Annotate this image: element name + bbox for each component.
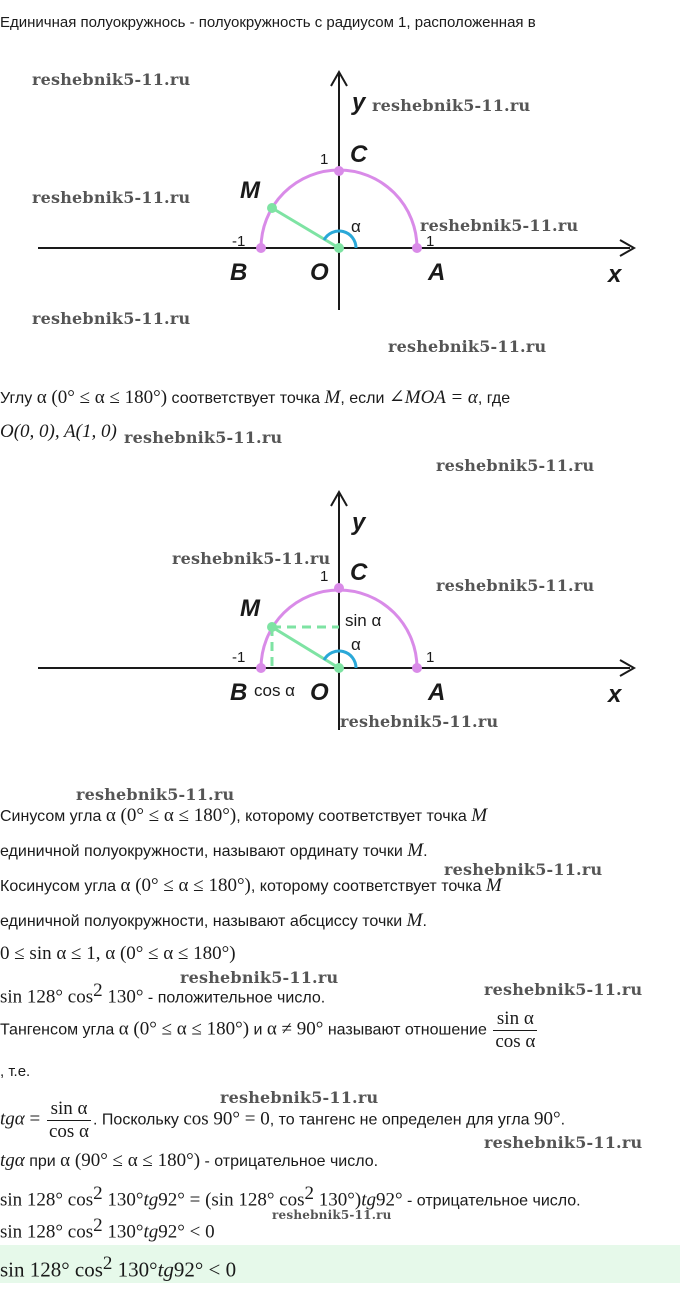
watermark: reshebnik5-11.ru [388, 337, 547, 356]
tick-one-top: 1 [320, 151, 329, 168]
watermark: reshebnik5-11.ru [32, 70, 191, 89]
watermark: reshebnik5-11.ru [484, 980, 643, 999]
sin-over-cos-fraction: $\frac{\text{sin α}}{\text{cos α}}$ [495, 1008, 536, 1052]
alpha-label: α [351, 217, 361, 236]
watermark: reshebnik5-11.ru [272, 1208, 392, 1222]
watermark: reshebnik5-11.ru [372, 96, 531, 115]
answer-text: sin 128° $\cos^2 130^\circ tg92^\circ < 0$ [0, 1253, 237, 1282]
watermark: reshebnik5-11.ru [340, 712, 499, 731]
label-o: O [310, 259, 329, 286]
cos-definition-line-1: Косинусом угла α (0° ≤ α ≤ 180°), которому соответствует точка M [0, 875, 502, 896]
label-a: A [428, 679, 446, 706]
alpha-label: α [351, 635, 361, 654]
label-b: B [230, 259, 248, 286]
tick-minus-one: -1 [232, 649, 246, 666]
watermark: reshebnik5-11.ru [436, 576, 595, 595]
label-m: M [240, 595, 260, 622]
product-statement: sin 128° $\cos^2 130^\circ tg92^\circ = (\sin$ 128° $\cos^2 130^\circ)tg92^\circ$ - отрицательное число. [0, 1183, 581, 1211]
tan-negative-statement: tgα при α (90° ≤ α ≤ 180°) - отрицательное число. [0, 1150, 379, 1171]
sin-range: 0 ≤ sin α ≤ 1, α (0° ≤ α ≤ 180°) [0, 943, 236, 964]
tan-definition-line-1: Тангенсом угла α (0° ≤ α ≤ 180°) и α ≠ 90° называют отношение $\frac{\text{sin α}}{\text{cos α}}$ [0, 1008, 536, 1052]
watermark: reshebnik5-11.ru [32, 188, 191, 207]
label-x: x [608, 681, 622, 708]
label-a: A [428, 259, 446, 286]
tick-one-right: 1 [426, 649, 435, 666]
label-y: y [352, 509, 366, 536]
tick-minus-one: -1 [232, 233, 246, 250]
intro-text: Единичная полуокружнось - полуокружность с радиусом 1, расположенная в [0, 14, 536, 31]
tan-fraction: $\frac{\text{sin α}}{\text{cos α}}$ [48, 1098, 90, 1142]
watermark: reshebnik5-11.ru [32, 309, 191, 328]
watermark: reshebnik5-11.ru [436, 456, 595, 475]
label-b: B [230, 679, 248, 706]
tick-one-right: 1 [426, 233, 435, 250]
watermark: reshebnik5-11.ru [220, 1088, 379, 1107]
watermark: reshebnik5-11.ru [420, 216, 579, 235]
watermark: reshebnik5-11.ru [444, 860, 603, 879]
answer-box [0, 1245, 680, 1283]
label-o: O [310, 679, 329, 706]
result-inequality: sin 128° $\cos^2 130^\circ tg92^\circ < 0$ [0, 1215, 215, 1243]
watermark: reshebnik5-11.ru [484, 1133, 643, 1152]
angle-definition-line-2: O(0, 0), A(1, 0) [0, 421, 117, 442]
angle-definition-line-1: Углу α (0° ≤ α ≤ 180°) соответствует точка M, если ∠MOA = α, где [0, 387, 511, 408]
watermark: reshebnik5-11.ru [76, 785, 235, 804]
positive-statement: sin 128° $\cos^2 130^\circ$ - положительное число. [0, 980, 326, 1008]
semicircle-diagram-2 [0, 480, 680, 740]
label-c: C [350, 141, 368, 168]
watermark: reshebnik5-11.ru [180, 968, 339, 987]
tan-formula-line: tgα = $\frac{\text{sin α}}{\text{cos α}}$ . Поскольку cos 90° = 0, то тангенс не определен для угла 90°. [0, 1098, 566, 1142]
label-y: y [352, 89, 366, 116]
label-c: C [350, 559, 368, 586]
sin-label: sin α [345, 611, 382, 630]
watermark: reshebnik5-11.ru [124, 428, 283, 447]
sin-definition-line-1: Синусом угла α (0° ≤ α ≤ 180°), которому соответствует точка M [0, 805, 488, 826]
sin-definition-line-2: единичной полуокружности, называют ординату точки M. [0, 840, 428, 861]
tick-one-top: 1 [320, 568, 329, 585]
label-x: x [608, 261, 622, 288]
cos-label: cos α [254, 681, 296, 700]
label-m: M [240, 177, 260, 204]
watermark: reshebnik5-11.ru [172, 549, 331, 568]
te-text: , т.е. [0, 1063, 31, 1080]
cos-definition-line-2: единичной полуокружности, называют абсциссу точки M. [0, 910, 427, 931]
